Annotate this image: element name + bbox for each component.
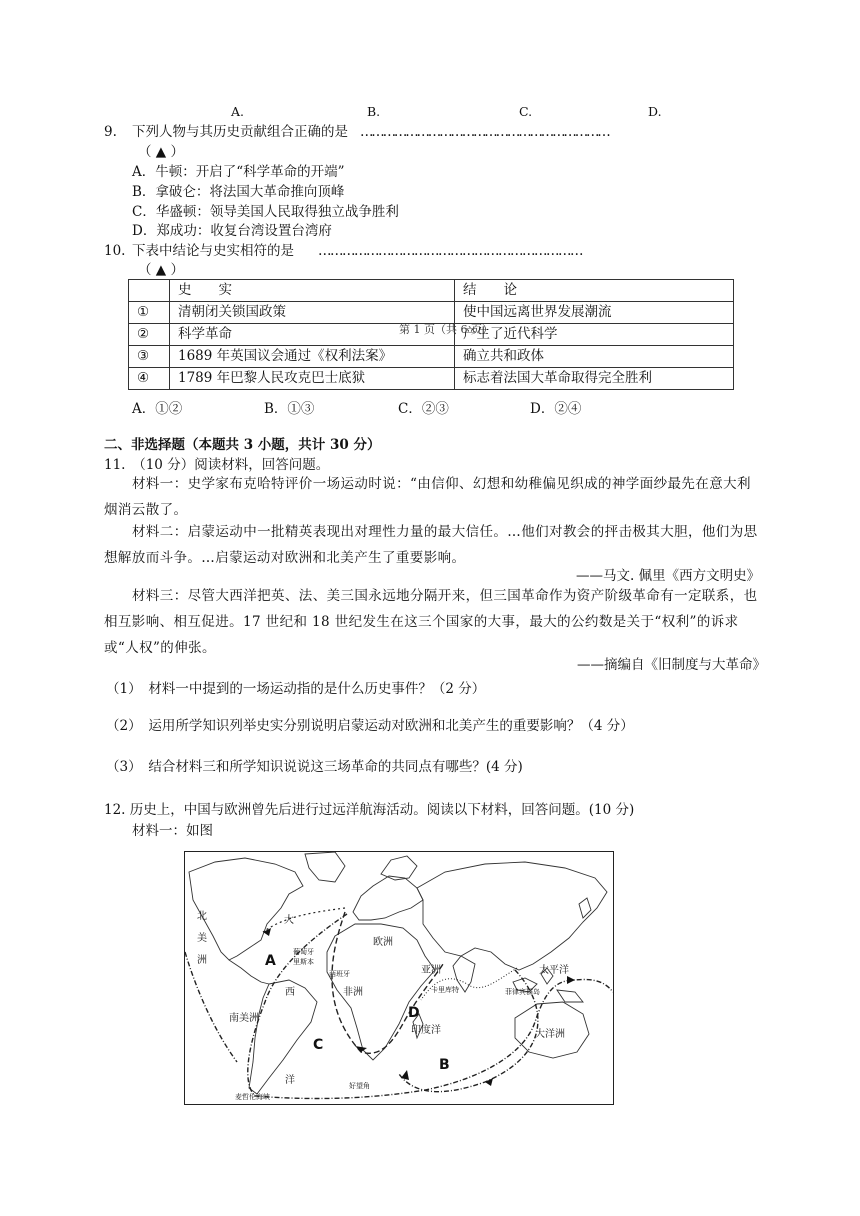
q12-material-1: 材料一：如图 [132, 823, 213, 839]
map-label-yang: 洋 [285, 1075, 295, 1086]
table-cell: 确立共和政体 [455, 346, 734, 368]
prev-option-c: C. [519, 104, 533, 119]
map-label-xi: 西 [285, 987, 295, 998]
route-label-c: C [313, 1037, 324, 1053]
q10-option-d: D．②④ [530, 401, 582, 417]
section-2-title: 二、非选择题（本题共 3 小题，共计 30 分） [104, 437, 381, 453]
map-label-mei: 美 [197, 933, 207, 944]
table-header-cell: 史 实 [170, 280, 455, 302]
route-b-pacific [185, 952, 237, 1062]
world-voyage-map [184, 851, 614, 1105]
greenland-outline [305, 852, 345, 882]
map-label-magellan: 麦哲伦海峡 [235, 1093, 270, 1101]
table-cell: 清朝闭关锁国政策 [170, 302, 455, 324]
table-cell: ① [129, 302, 170, 324]
table-header-cell: 结 论 [455, 280, 734, 302]
q10-number: 10. [104, 243, 126, 259]
central-america-outline [229, 960, 269, 984]
table-row [129, 302, 734, 324]
q9-option-b: B．拿破仑：将法国大革命推向顶峰 [132, 184, 345, 200]
q11-sub-question-1: （1） 材料一中提到的一场运动指的是什么历史事件？（2 分） [106, 681, 486, 697]
route-b [248, 914, 613, 1098]
table-header-cell [129, 280, 170, 302]
prev-option-a: A. [231, 104, 245, 119]
q11-sub-question-3: （3） 结合材料三和所学知识说说这三场革命的共同点有哪些？(4 分) [106, 759, 523, 775]
map-label-calicut: 卡里库特 [431, 986, 459, 994]
prev-option-b: B. [367, 104, 381, 119]
europe-outline [353, 876, 423, 920]
q11-material-2-source: ——马文. 佩里《西方文明史》 [576, 568, 761, 584]
map-label-spain: 西班牙 [329, 970, 350, 978]
map-label-da: 大 [284, 915, 294, 926]
q11-stem: 11. （10 分）阅读材料，回答问题。 [104, 457, 330, 473]
table-cell: 1689 年英国议会通过《权利法案》 [170, 346, 455, 368]
map-label-europe: 欧洲 [373, 937, 393, 948]
map-label-africa: 非洲 [343, 987, 363, 998]
q10-option-b: B．①③ [264, 401, 315, 417]
table-cell: ② [129, 324, 170, 346]
q9-stem: 下列人物与其历史贡献组合正确的是 [132, 124, 348, 140]
asia-outline [417, 862, 607, 970]
south-america-outline [249, 980, 317, 1094]
map-label-north: 北 [197, 911, 207, 922]
map-label-pacific: 太平洋 [539, 965, 569, 976]
map-label-portugal: 葡萄牙 [293, 948, 314, 956]
q11-material-3: 材料三：尽管大西洋把英、法、美三国永远地分隔开来，但三国革命作为资产阶级革命有一定联系，也相互影响、相互促进。17 世纪和 18 世纪发生在这三个国家的大事，最大的公约数是关于“权利”的诉求或“人权”的伸张。 [104, 588, 758, 656]
q11-material-2: 材料二：启蒙运动中一批精英表现出对理性力量的最大信任。…他们对教会的抨击极其大胆，他们为思想解放而斗争。…启蒙运动对欧洲和北美产生了重要影响。 [104, 524, 758, 566]
table-cell: 产生了近代科学 [455, 324, 734, 346]
map-label-asia: 亚洲 [421, 965, 441, 976]
map-label-south-america: 南美洲 [229, 1013, 259, 1024]
q10-answer-marker: （ ▲ ） [138, 262, 184, 278]
page-footer: 第 1 页（共 6 页） [399, 323, 493, 336]
map-label-lisbon: 里斯本 [293, 958, 314, 966]
map-graphic [185, 852, 613, 1104]
q10-option-c: C．②③ [398, 401, 449, 417]
route-a [263, 908, 345, 932]
q9-leader: ………………………………………………………… [360, 124, 609, 140]
table-header-row [129, 280, 734, 302]
japan-outline [579, 898, 591, 918]
table-row [129, 368, 734, 390]
map-label-zhou: 洲 [197, 955, 207, 966]
q9-answer-marker: （ ▲ ） [138, 144, 184, 160]
q11-sub-question-2: （2） 运用所学知识列举史实分别说明启蒙运动对欧洲和北美产生的重要影响？（4 分） [106, 718, 634, 734]
table-cell: 1789 年巴黎人民攻克巴士底狱 [170, 368, 455, 390]
route-label-a: A [265, 953, 276, 969]
map-label-oceania: 大洋洲 [535, 1029, 565, 1040]
table-cell: ③ [129, 346, 170, 368]
table-cell: 科学革命 [170, 324, 455, 346]
q10-leader: ………………………………………………………… [318, 243, 582, 259]
table-cell: 使中国远离世界发展潮流 [455, 302, 734, 324]
q12-stem: 12. 历史上，中国与欧洲曾先后进行过远洋航海活动。阅读以下材料，回答问题。(10 分) [104, 802, 635, 818]
table-cell: ④ [129, 368, 170, 390]
map-label-indian-ocean: 印度洋 [411, 1025, 441, 1036]
q10-stem: 下表中结论与史实相符的是 [132, 243, 294, 259]
q10-option-a: A．①② [132, 401, 183, 417]
q9-option-d: D．郑成功：收复台湾设置台湾府 [132, 223, 332, 239]
q11-material-1: 材料一：史学家布克哈特评价一场运动时说：“由信仰、幻想和幼稚偏见织成的神学面纱最先在意大利烟消云散了。 [104, 476, 751, 518]
table-row [129, 346, 734, 368]
route-label-d: D [408, 1005, 420, 1021]
q9-option-a: A．牛顿：开启了“科学革命的开端” [132, 164, 345, 180]
scandinavia-outline [381, 856, 417, 880]
map-label-philippines: 菲律宾群岛 [505, 988, 540, 996]
prev-option-d: D. [648, 104, 662, 119]
q11-material-3-source: ——摘编自《旧制度与大革命》 [577, 657, 766, 673]
map-label-cape: 好望角 [349, 1082, 370, 1090]
route-label-b: B [439, 1057, 450, 1073]
table-cell: 标志着法国大革命取得完全胜利 [455, 368, 734, 390]
q9-option-c: C．华盛顿：领导美国人民取得独立战争胜利 [132, 204, 399, 220]
q9-number: 9. [104, 124, 117, 140]
